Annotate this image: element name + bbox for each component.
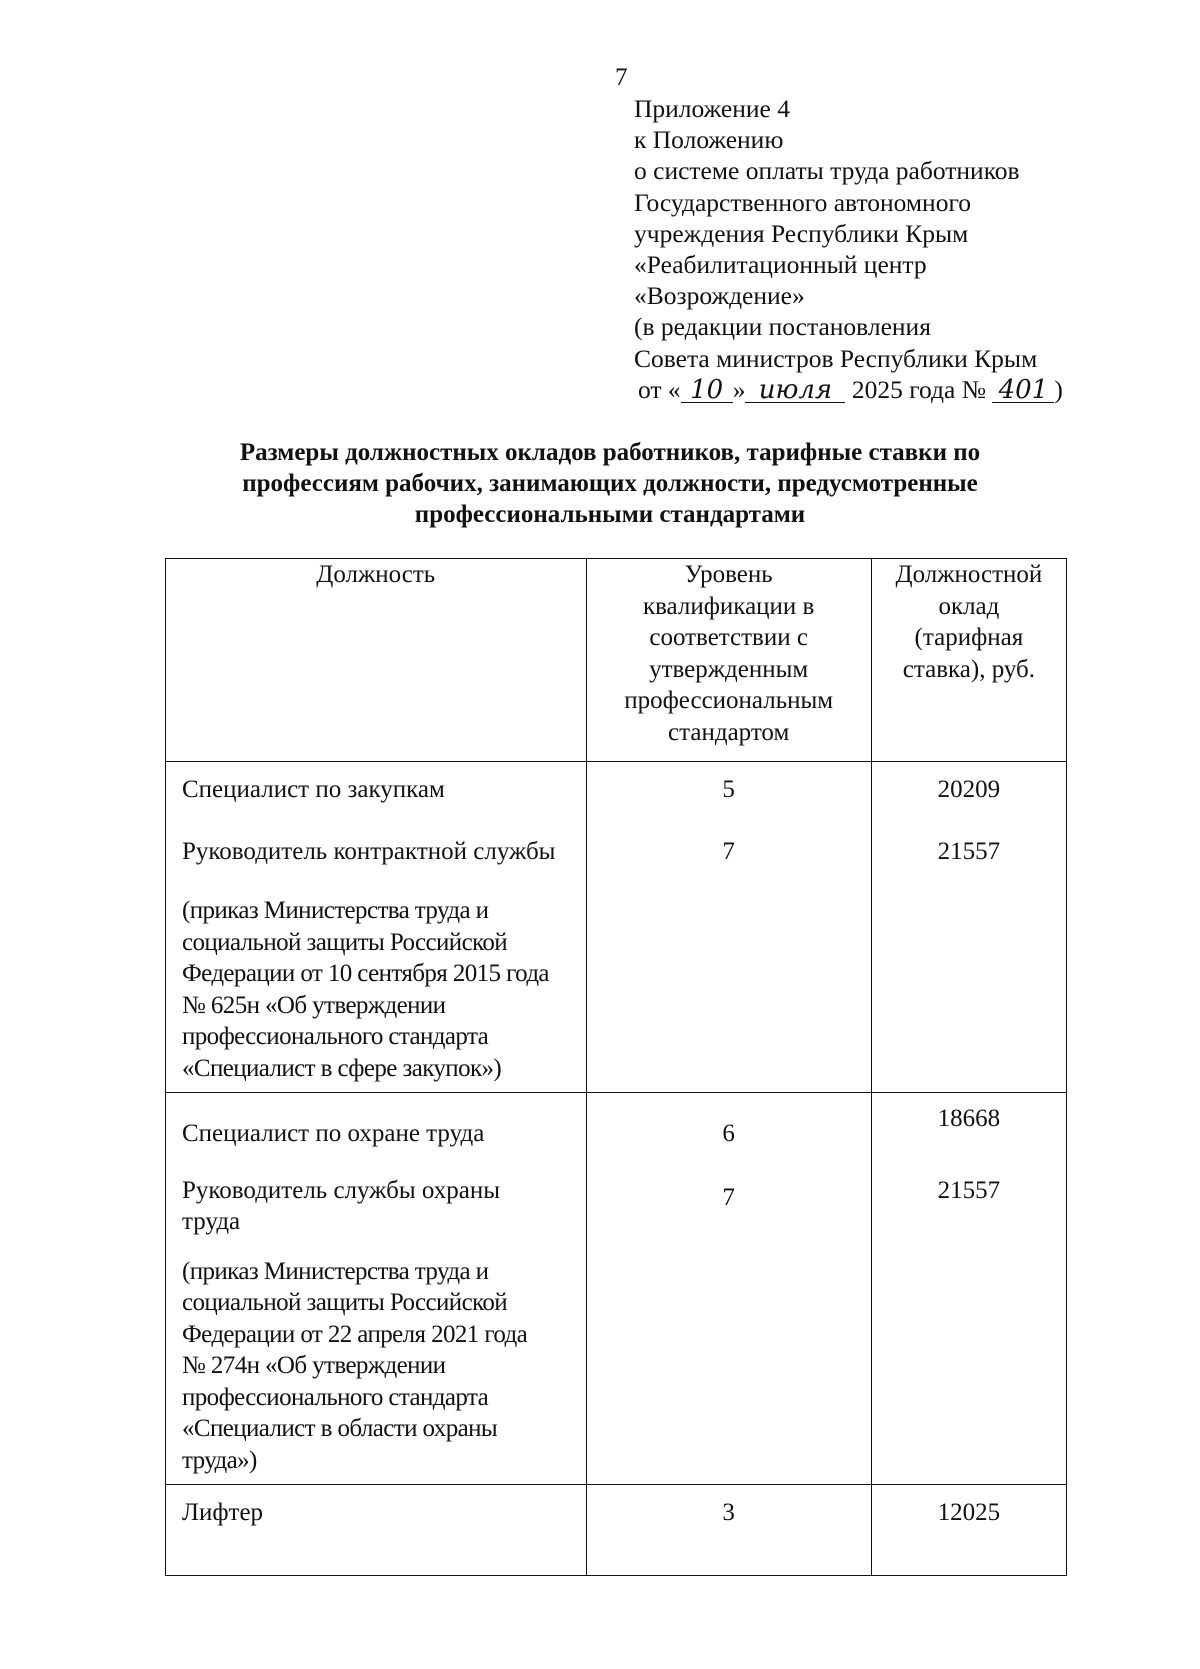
level-cell xyxy=(586,1093,871,1485)
appendix-header xyxy=(634,93,1063,405)
reference-line: труда») xyxy=(182,1446,257,1474)
level-value: 3 xyxy=(722,1499,735,1526)
appendix-line: «Возрождение» xyxy=(634,281,805,311)
appendix-line: учреждения Республики Крым xyxy=(634,218,969,248)
reference-line: № 274н «Об утверждении xyxy=(182,1352,446,1379)
legal-reference xyxy=(182,1256,574,1477)
header-line: Уровень xyxy=(684,561,773,588)
header-position: Должность xyxy=(166,559,587,762)
position-title: Руководитель службы охраны xyxy=(182,1176,501,1204)
reference-line: № 625н «Об утверждении xyxy=(182,991,446,1019)
date-mid: » xyxy=(732,374,746,404)
position-title: труда xyxy=(182,1208,241,1235)
reference-line: профессионального стандарта xyxy=(182,1023,489,1050)
level-value: 7 xyxy=(722,1183,735,1211)
header-line: соответствии с xyxy=(649,624,808,651)
reference-line: (приказ Министерства труда и xyxy=(182,897,489,924)
salary-value: 12025 xyxy=(937,1499,1001,1526)
appendix-line: «Реабилитационный центр xyxy=(634,250,927,280)
header-line: профессиональным xyxy=(624,687,834,714)
handwritten-number: 401 xyxy=(992,378,1054,403)
appendix-line: к Положению xyxy=(634,125,784,155)
header-line: (тарифная xyxy=(914,624,1024,651)
level-cell xyxy=(586,762,871,1093)
reference-line: профессионального стандарта xyxy=(182,1383,489,1411)
header-salary xyxy=(871,559,1066,762)
table-row xyxy=(166,762,1067,1093)
salary-value: 20209 xyxy=(937,776,1001,803)
reference-line: Федерации от 22 апреля 2021 года xyxy=(182,1320,528,1348)
table-row xyxy=(166,1093,1067,1485)
position-cell xyxy=(166,1093,587,1485)
header-line: оклад xyxy=(938,592,1000,620)
reference-line: «Специалист в области охраны xyxy=(182,1415,498,1442)
position-title: Руководитель контрактной службы xyxy=(182,837,556,865)
legal-reference xyxy=(182,895,574,1084)
title-line: профессиональными стандартами xyxy=(414,501,806,528)
title-line: Размеры должностных окладов работников, тарифные ставки по xyxy=(239,439,981,466)
header-qualification-level xyxy=(586,559,871,762)
reference-line: социальной защиты Российской xyxy=(182,1289,508,1316)
reference-line: социальной защиты Российской xyxy=(182,928,508,956)
level-value: 7 xyxy=(722,837,735,865)
position-title: Специалист по охране труда xyxy=(182,1120,485,1147)
level-value: 6 xyxy=(722,1120,735,1147)
salary-cell xyxy=(871,1093,1066,1485)
header-line: утвержденным xyxy=(649,655,809,683)
reference-line: Федерации от 10 сентября 2015 года xyxy=(182,960,549,987)
salary-value: 21557 xyxy=(937,1176,1001,1204)
header-line: ставка), руб. xyxy=(902,655,1036,683)
title-line: профессиям рабочих, занимающих должности, предусмотренные xyxy=(242,470,978,497)
appendix-line: о системе оплаты труда работников xyxy=(634,156,1020,186)
table-header-row xyxy=(166,559,1067,762)
appendix-line: (в редакции постановления xyxy=(634,312,931,342)
handwritten-day: 10 xyxy=(681,378,733,403)
page-number: 7 xyxy=(615,64,628,91)
salary-table xyxy=(165,558,1067,1576)
table-row xyxy=(166,1485,1067,1576)
reference-line: «Специалист в сфере закупок») xyxy=(182,1054,502,1082)
position-cell xyxy=(166,1485,587,1576)
handwritten-month: июля xyxy=(745,378,845,403)
salary-value: 18668 xyxy=(937,1105,1001,1132)
appendix-line: Государственного автономного xyxy=(634,187,972,217)
date-year: 2025 года № xyxy=(851,374,987,404)
salary-cell xyxy=(871,1485,1066,1576)
position-title: Лифтер xyxy=(182,1499,264,1526)
position-title: Специалист по закупкам xyxy=(182,776,445,803)
header-line: Должностной xyxy=(895,561,1043,588)
header-line: квалификации в xyxy=(642,592,815,620)
appendix-line: Совета министров Республики Крым xyxy=(634,343,1038,373)
level-cell xyxy=(586,1485,871,1576)
level-value: 5 xyxy=(722,776,735,803)
date-prefix: от « xyxy=(638,374,681,404)
header-line: стандартом xyxy=(668,718,790,746)
position-cell xyxy=(166,762,587,1093)
resolution-date-line xyxy=(634,374,1063,405)
salary-value: 21557 xyxy=(937,837,1001,865)
reference-line: (приказ Министерства труда и xyxy=(182,1257,489,1285)
appendix-line: Приложение 4 xyxy=(634,94,790,123)
date-close: ) xyxy=(1054,374,1063,404)
salary-cell xyxy=(871,762,1066,1093)
document-title xyxy=(160,437,1060,530)
